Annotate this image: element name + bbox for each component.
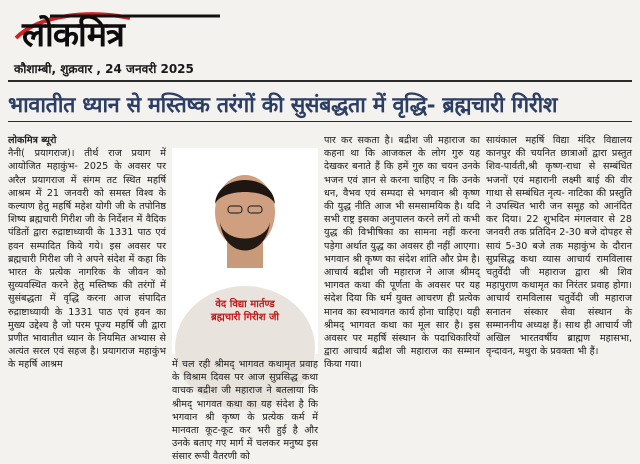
article-column-3: पार कर सकता है। बद्रीश जी महाराज का कहना था कि आजकल के लोग गुरु यह देखकर बनाते हैं कि हमें गुरु का चयन उनके भजन एवं ज्ञान से करना चाहिए न कि उनके धन, वैभव एवं सम्पदा से भगवान श्री कृष्ण की युद्ध नीति आज भी समसामयिक है। यदि सभी राष्ट्र इसका अनुपालन करने लगें तो कभी युद्ध की विभीषिका का सामना नहीं करना पड़ेगा अर्थात युद्ध का अवसर ही नहीं आएगा। भगवान श्री कृष्ण का संदेश शांति और प्रेम है। आचार्य बद्रीश जी महाराज ने आज श्रीमद् भागवत कथा की पूर्णता के अवसर पर यह संदेश दिया कि धर्म युक्त आचरण ही प्रत्येक मानव का स्वभावगत कार्य होना चाहिए। यही श्रीमद् भागवत कथा का मूल सार है। इस अवसर पर महर्षि संस्थान के पदाधिकारियों द्वारा आचार्य बद्रीश जी महाराज का सम्मान किया गया। (324, 135, 480, 371)
article-column-4: सायंकाल महर्षि विद्या मंदिर विद्यालय कानपुर की चयनित छात्राओं द्वारा प्रस्तुत शिव-पार्वती,श्री कृष्ण-राधा से सम्बंधित भजनों एवं महारानी लक्ष्मी बाई की वीर गाथा से सम्बंधित नृत्य- नाटिका की प्रस्तुति ने उपस्थित भारी जन समूह को आनंदित कर दिया। 22 शुभदिन मंगलवार से 28 जनवरी तक प्रतिदिन 2-30 बजे दोपहर से सायं 5-30 बजे तक महाकुंभ के दौरान सुप्रसिद्ध कथा व्यास आचार्य रामविलास चतुर्वेदी जी महाराज द्वारा श्री शिव महापुराण कथामृत का निरंतर प्रवाह होगा। आचार्य रामविलास चतुर्वेदी जी महाराज सनातन संस्कार सेवा संस्थान के सम्माननीय अध्यक्ष हैं। साथ ही आचार्य जी अखिल भारतवर्षीय ब्राह्मण महासभा, वृन्दावन, मथुरा के प्रवक्ता भी हैं। (486, 135, 632, 358)
article-column-2: में चल रही श्रीमद् भागवत कथामृत प्रवाह के विश्राम दिवस पर आज सुप्रसिद्ध कथा वाचक बद्रीश जी महाराज ने बतलाया कि श्रीमद् भागवत कथा का यह संदेश है कि भगवान श्री कृष्ण के प्रत्येक कर्म में मानवता कूट-कूट कर भरी हुई है और उनके बताए गए मार्ग में चलकर मनुष्य इस संसार रूपी वैतरणी को (172, 359, 318, 463)
article-byline: लोकमित्र ब्यूरो (8, 135, 57, 146)
photo-caption-line-1: वेद विद्या मार्तण्ड (215, 299, 275, 310)
column-1-text: नैनी( प्रयागराज)। तीर्थ राज प्रयाग में आयोजित महाकुंभ- 2025 के अवसर पर अरैल प्रयागराज में संगम तट स्थित महर्षि आश्रम में 21 जनवरी को समस्त विश्व के कल्याण हेतु महर्षि महेश योगी जी के तपोनिष्ठ शिष्य ब्रह्मचारी गिरीश जी के निर्देशन में वैदिक पंडितों द्वारा रुद्राष्टाध्यायी के 1331 पाठ एवं हवन सम्पादित किये गये। इस अवसर पर ब्रह्मचारी गिरीश जी ने अपने संदेश में कहा कि भारत के प्रत्येक नागरिक के जीवन को सुव्यवस्थित करने हेतु मस्तिष्क की तरंगों में सुसंबद्धता में वृद्धि करना आज संपादित रुद्राष्टाध्यायी के 1331 पाठ एवं हवन का मुख्य उद्देश्य है जो परम पूज्य महर्षि जी द्वारा प्रणीत भावातीत ध्यान के नियमित अभ्यास से अत्यंत सरल एवं सहज है। प्रयागराज महाकुंभ के महर्षि आश्रम (8, 148, 166, 371)
newspaper-logo (10, 8, 228, 58)
photo-caption (172, 298, 318, 324)
divider-headline (8, 121, 632, 122)
divider-top (8, 80, 632, 82)
masthead (0, 0, 640, 84)
dateline: कौशाम्बी, शुक्रवार , 24 जनवरी 2025 (14, 62, 194, 76)
article-headline: भावातीत ध्यान से मस्तिष्क तरंगों की सुसंबद्धता में वृद्धि- ब्रह्मचारी गिरीश (8, 93, 558, 118)
logo-text: लोकमित्र (22, 15, 124, 55)
photo-caption-line-2: ब्रह्मचारी गिरीश जी (210, 312, 279, 323)
article-column-1 (8, 134, 166, 424)
author-photo (172, 148, 318, 354)
